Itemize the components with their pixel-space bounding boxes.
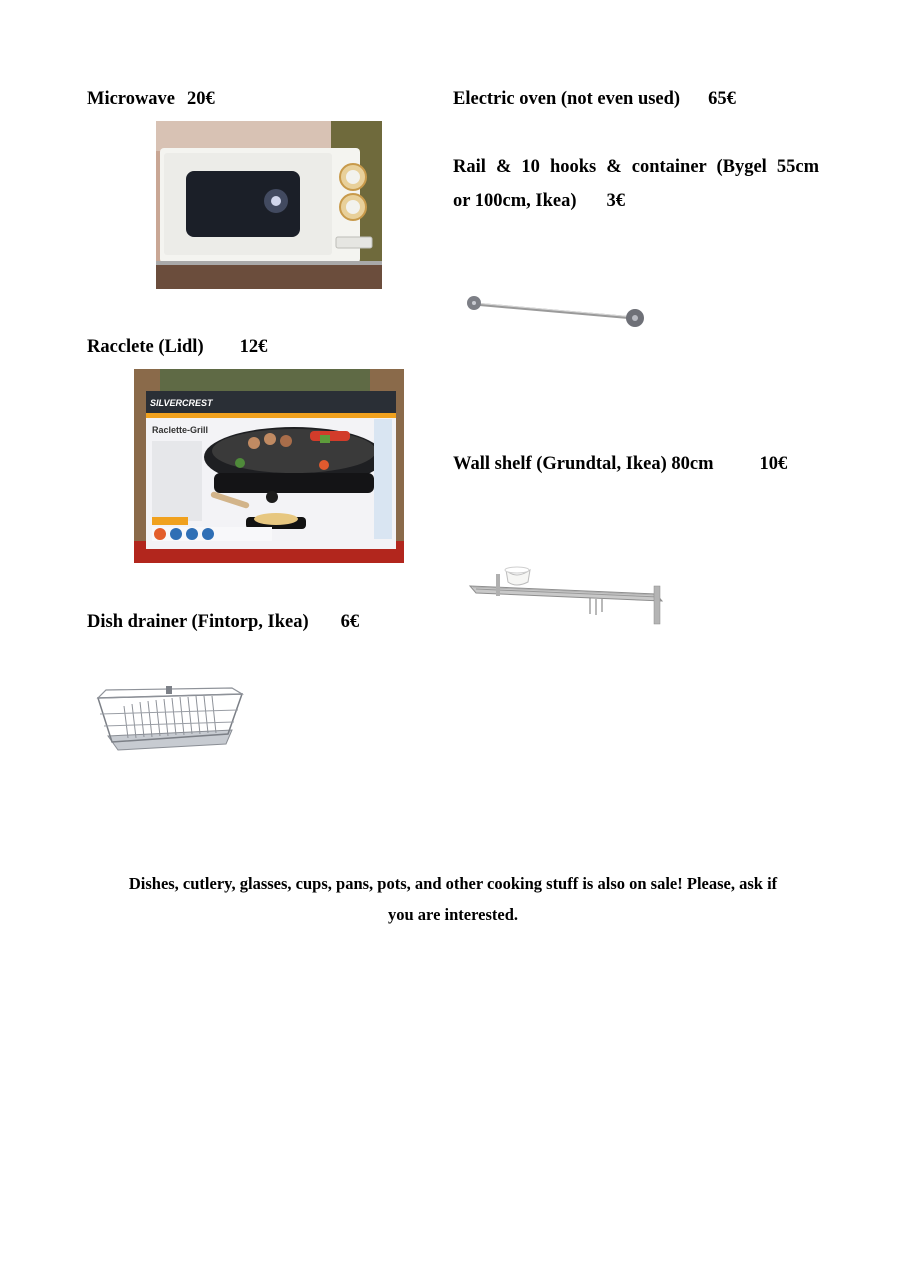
raclette-photo — [134, 369, 404, 563]
rail-label-line1: Rail & 10 hooks & container (Bygel 55cm — [453, 157, 819, 177]
rail-photo — [462, 292, 650, 328]
footer-line-1: Dishes, cutlery, glasses, cups, pans, pots, and other cooking stuff is also on sale! Please, ask if — [128, 874, 778, 893]
electric-oven-price: 65€ — [708, 89, 736, 109]
dish-drainer-name: Dish drainer (Fintorp, Ikea) — [87, 612, 309, 632]
wall-shelf-photo — [466, 566, 666, 626]
raclette-brand-text: SILVERCREST — [150, 398, 213, 408]
microwave-photo — [156, 121, 382, 289]
dish-drainer-photo — [94, 684, 246, 752]
microwave-label — [87, 88, 215, 110]
dish-drainer-price: 6€ — [340, 612, 360, 632]
raclette-name: Racclete (Lidl) — [87, 337, 204, 357]
footer-note — [87, 868, 819, 930]
microwave-price: 20€ — [187, 89, 215, 109]
raclette-price: 12€ — [239, 337, 268, 357]
dish-drainer-label — [87, 611, 359, 633]
wall-shelf-label — [453, 453, 787, 475]
wall-shelf-name: Wall shelf (Grundtal, Ikea) 80cm — [453, 454, 714, 474]
electric-oven-label — [453, 88, 736, 110]
footer-line-2: you are interested. — [388, 905, 518, 924]
raclette-label — [87, 336, 267, 358]
rail-price: 3€ — [606, 191, 625, 211]
microwave-name: Microwave — [87, 89, 176, 109]
electric-oven-name: Electric oven (not even used) — [453, 89, 681, 109]
wall-shelf-price: 10€ — [759, 454, 788, 474]
rail-label-line2 — [453, 190, 625, 212]
raclette-product-text: Raclette-Grill — [152, 425, 209, 435]
rail-name-part2: or 100cm, Ikea) — [453, 191, 577, 211]
